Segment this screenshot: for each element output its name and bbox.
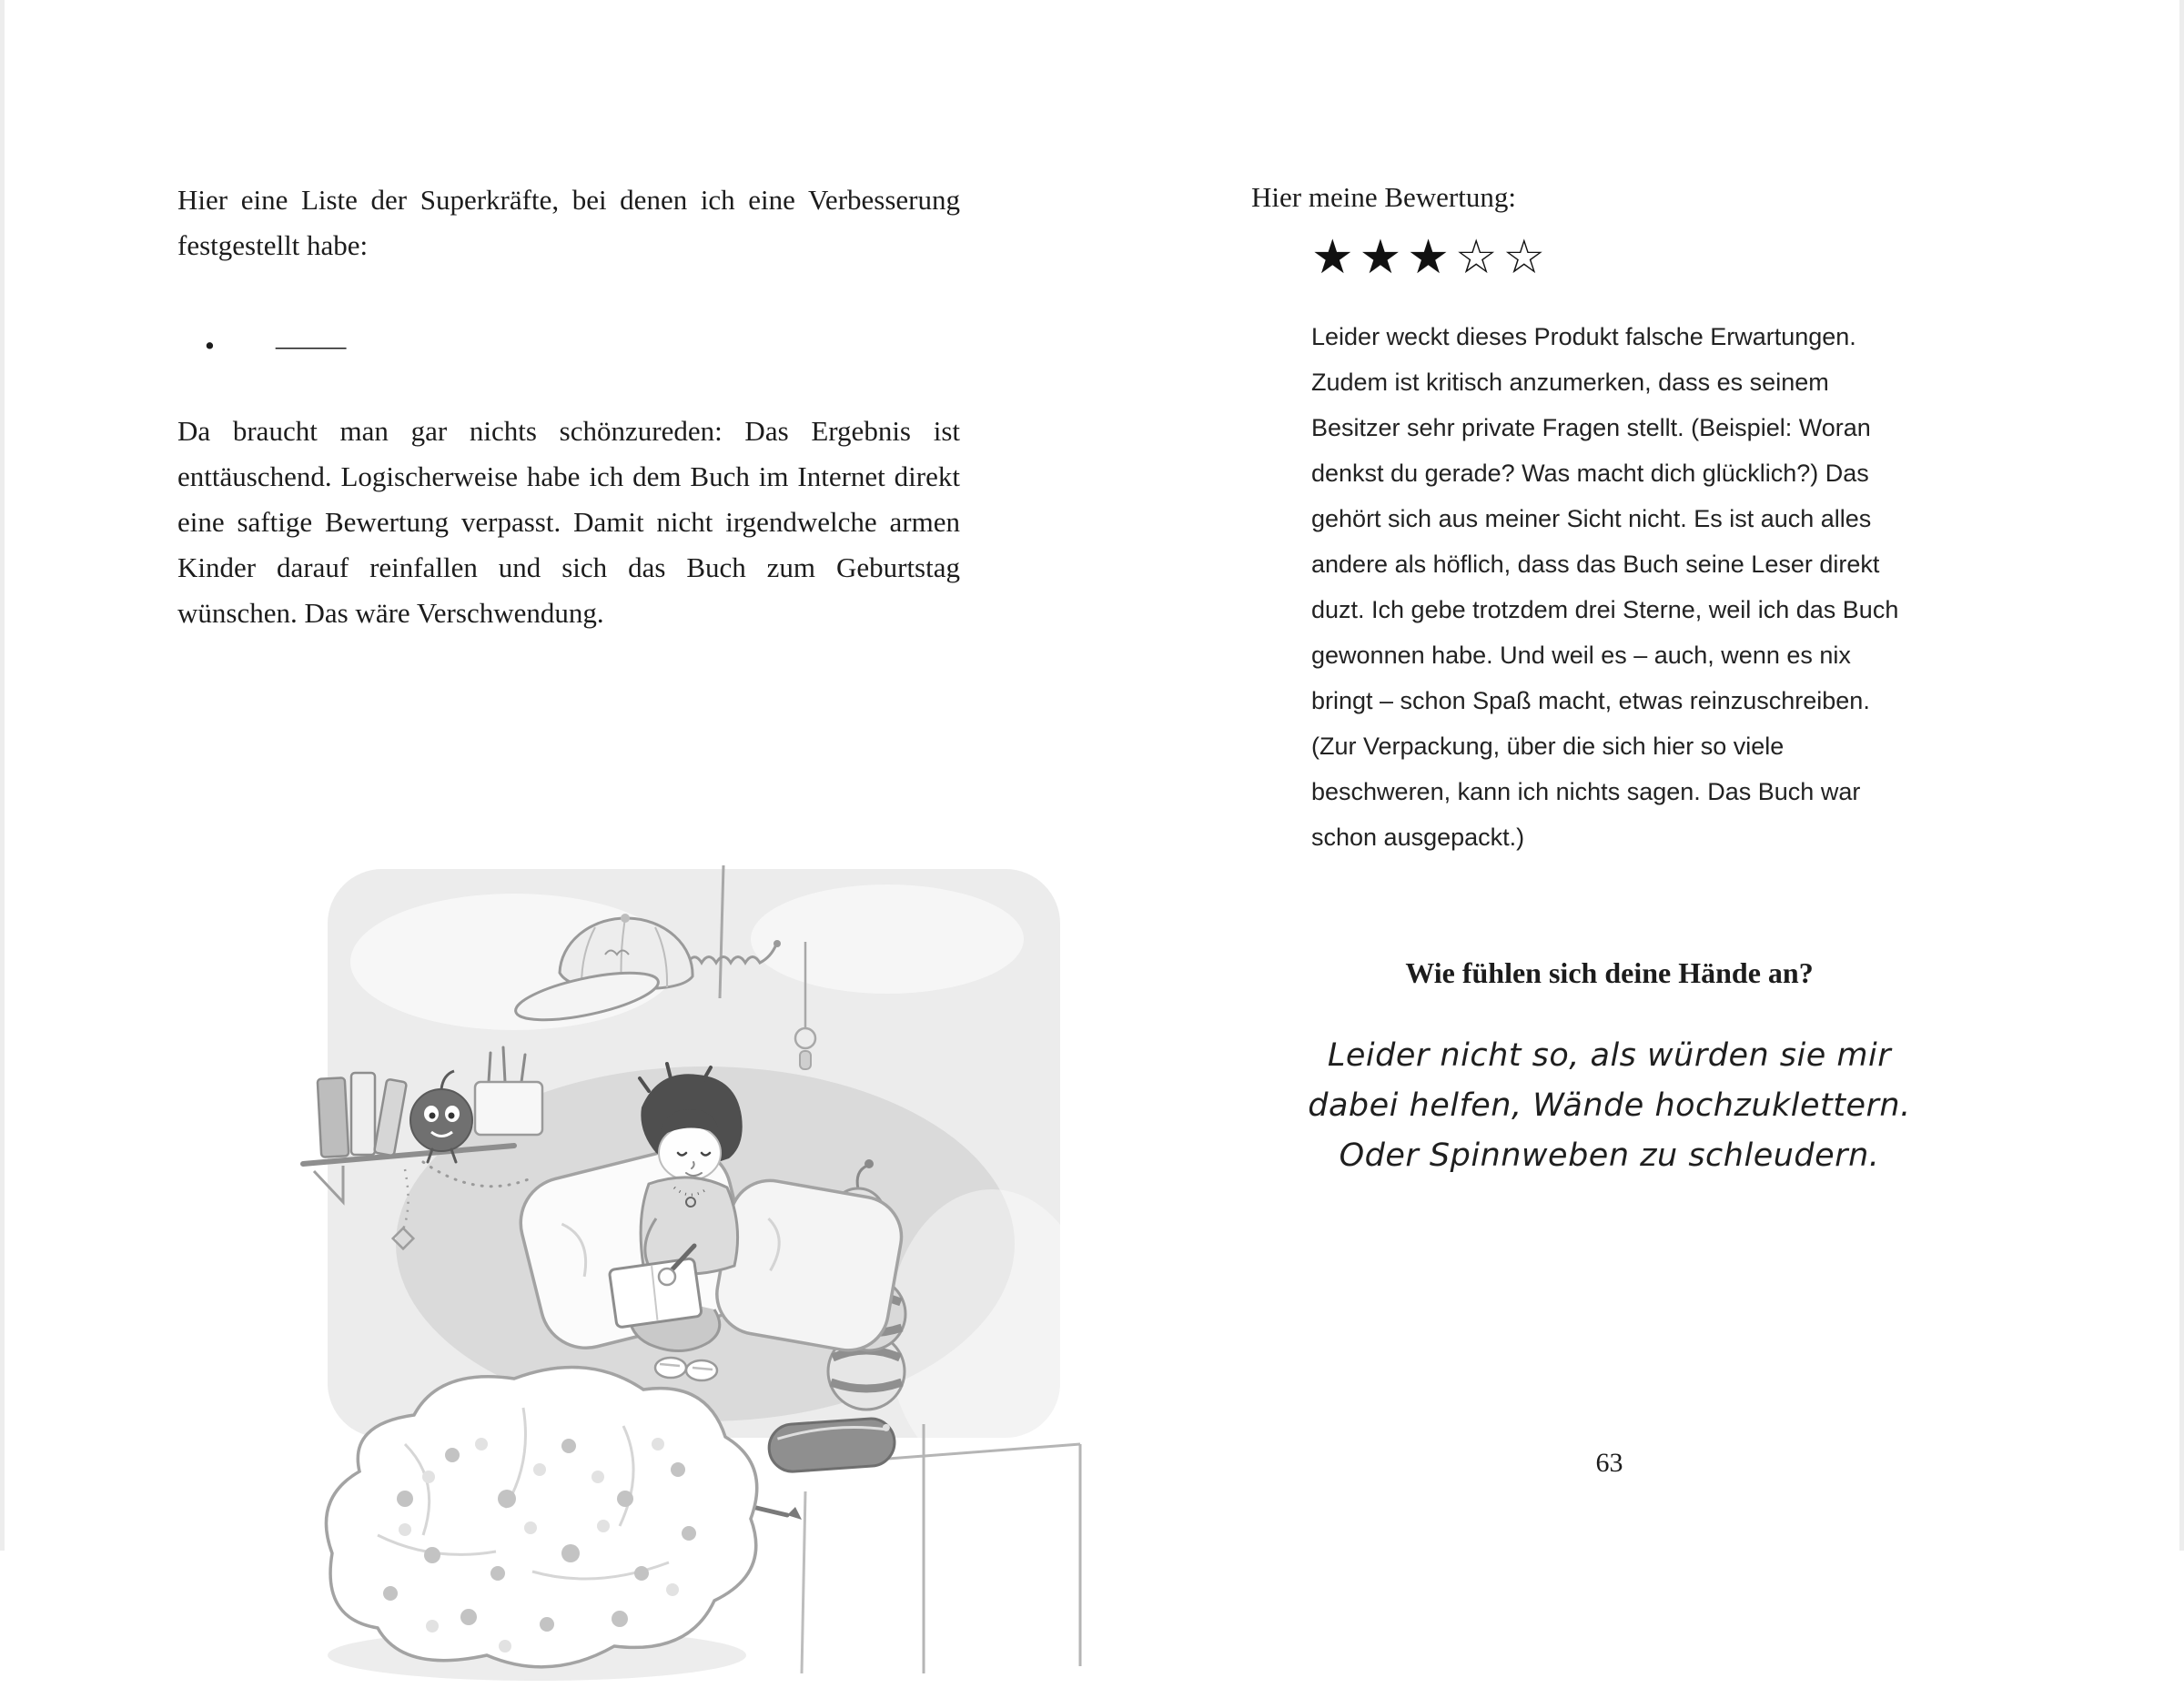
page-edge-left bbox=[0, 0, 5, 1551]
body-paragraph: Da braucht man gar nichts schönzureden: Das Ergebnis ist enttäuschend. Logischerweise habe ich dem Buch im Internet direkt eine saftige Bewertung verpasst. Damit nicht irgendwelche armen Kinder darauf reinfallen und sich das Buch zum Geburtstag wünschen. Das wäre Verschwendung. bbox=[177, 415, 960, 629]
page-edge-right bbox=[2179, 0, 2184, 1551]
page-number: 63 bbox=[1595, 1448, 1623, 1478]
bullet-item bbox=[205, 323, 346, 369]
question-heading: Wie fühlen sich deine Hände an? bbox=[1405, 956, 1814, 989]
bullet-placeholder-text: ––––– bbox=[275, 329, 347, 361]
intro-paragraph: Hier eine Liste der Superkräfte, bei denen ich eine Verbesserung festgestellt habe: bbox=[177, 184, 960, 261]
answer-line: Leider nicht so, als würden sie mir bbox=[1327, 1037, 1892, 1074]
review-text: Leider weckt dieses Produkt falsche Erwartungen. Zudem ist kritisch anzumerken, dass es seinem Besitzer sehr private Fragen stellt. (Beispiel: Woran denkst du gerade? Was macht dich glücklich?) Das gehört sich aus meiner Sicht nicht. Es ist auch alles andere als höflich, dass das Buch seine Leser direkt duzt. Ich gebe trotzdem drei Sterne, weil ich das Buch gewonnen habe. Und weil es – auch, wenn es nix bringt – schon Spaß macht, etwas reinzuschreiben. (Zur Verpackung, über die sich hier so viele beschweren, kann ich nichts sagen. Das Buch war schon ausgepackt.) bbox=[1311, 323, 1899, 851]
right-page bbox=[1251, 177, 1911, 1478]
left-page bbox=[177, 177, 960, 629]
answer-line: Oder Spinnweben zu schleudern. bbox=[1339, 1137, 1880, 1174]
star-rating bbox=[1311, 230, 1552, 285]
star-filled-icons: ★★★ bbox=[1311, 230, 1455, 285]
bed-illustration-svg bbox=[296, 862, 1097, 1688]
review-heading: Hier meine Bewertung: bbox=[1251, 181, 1516, 213]
star-empty-icons: ☆☆ bbox=[1454, 230, 1552, 285]
answer-line: dabei helfen, Wände hochzuklettern. bbox=[1308, 1087, 1911, 1124]
handwritten-answer bbox=[1284, 1031, 1935, 1181]
bullet-marker: • bbox=[205, 329, 216, 361]
pencil-case bbox=[767, 1417, 895, 1472]
bed-illustration bbox=[296, 862, 1097, 1688]
